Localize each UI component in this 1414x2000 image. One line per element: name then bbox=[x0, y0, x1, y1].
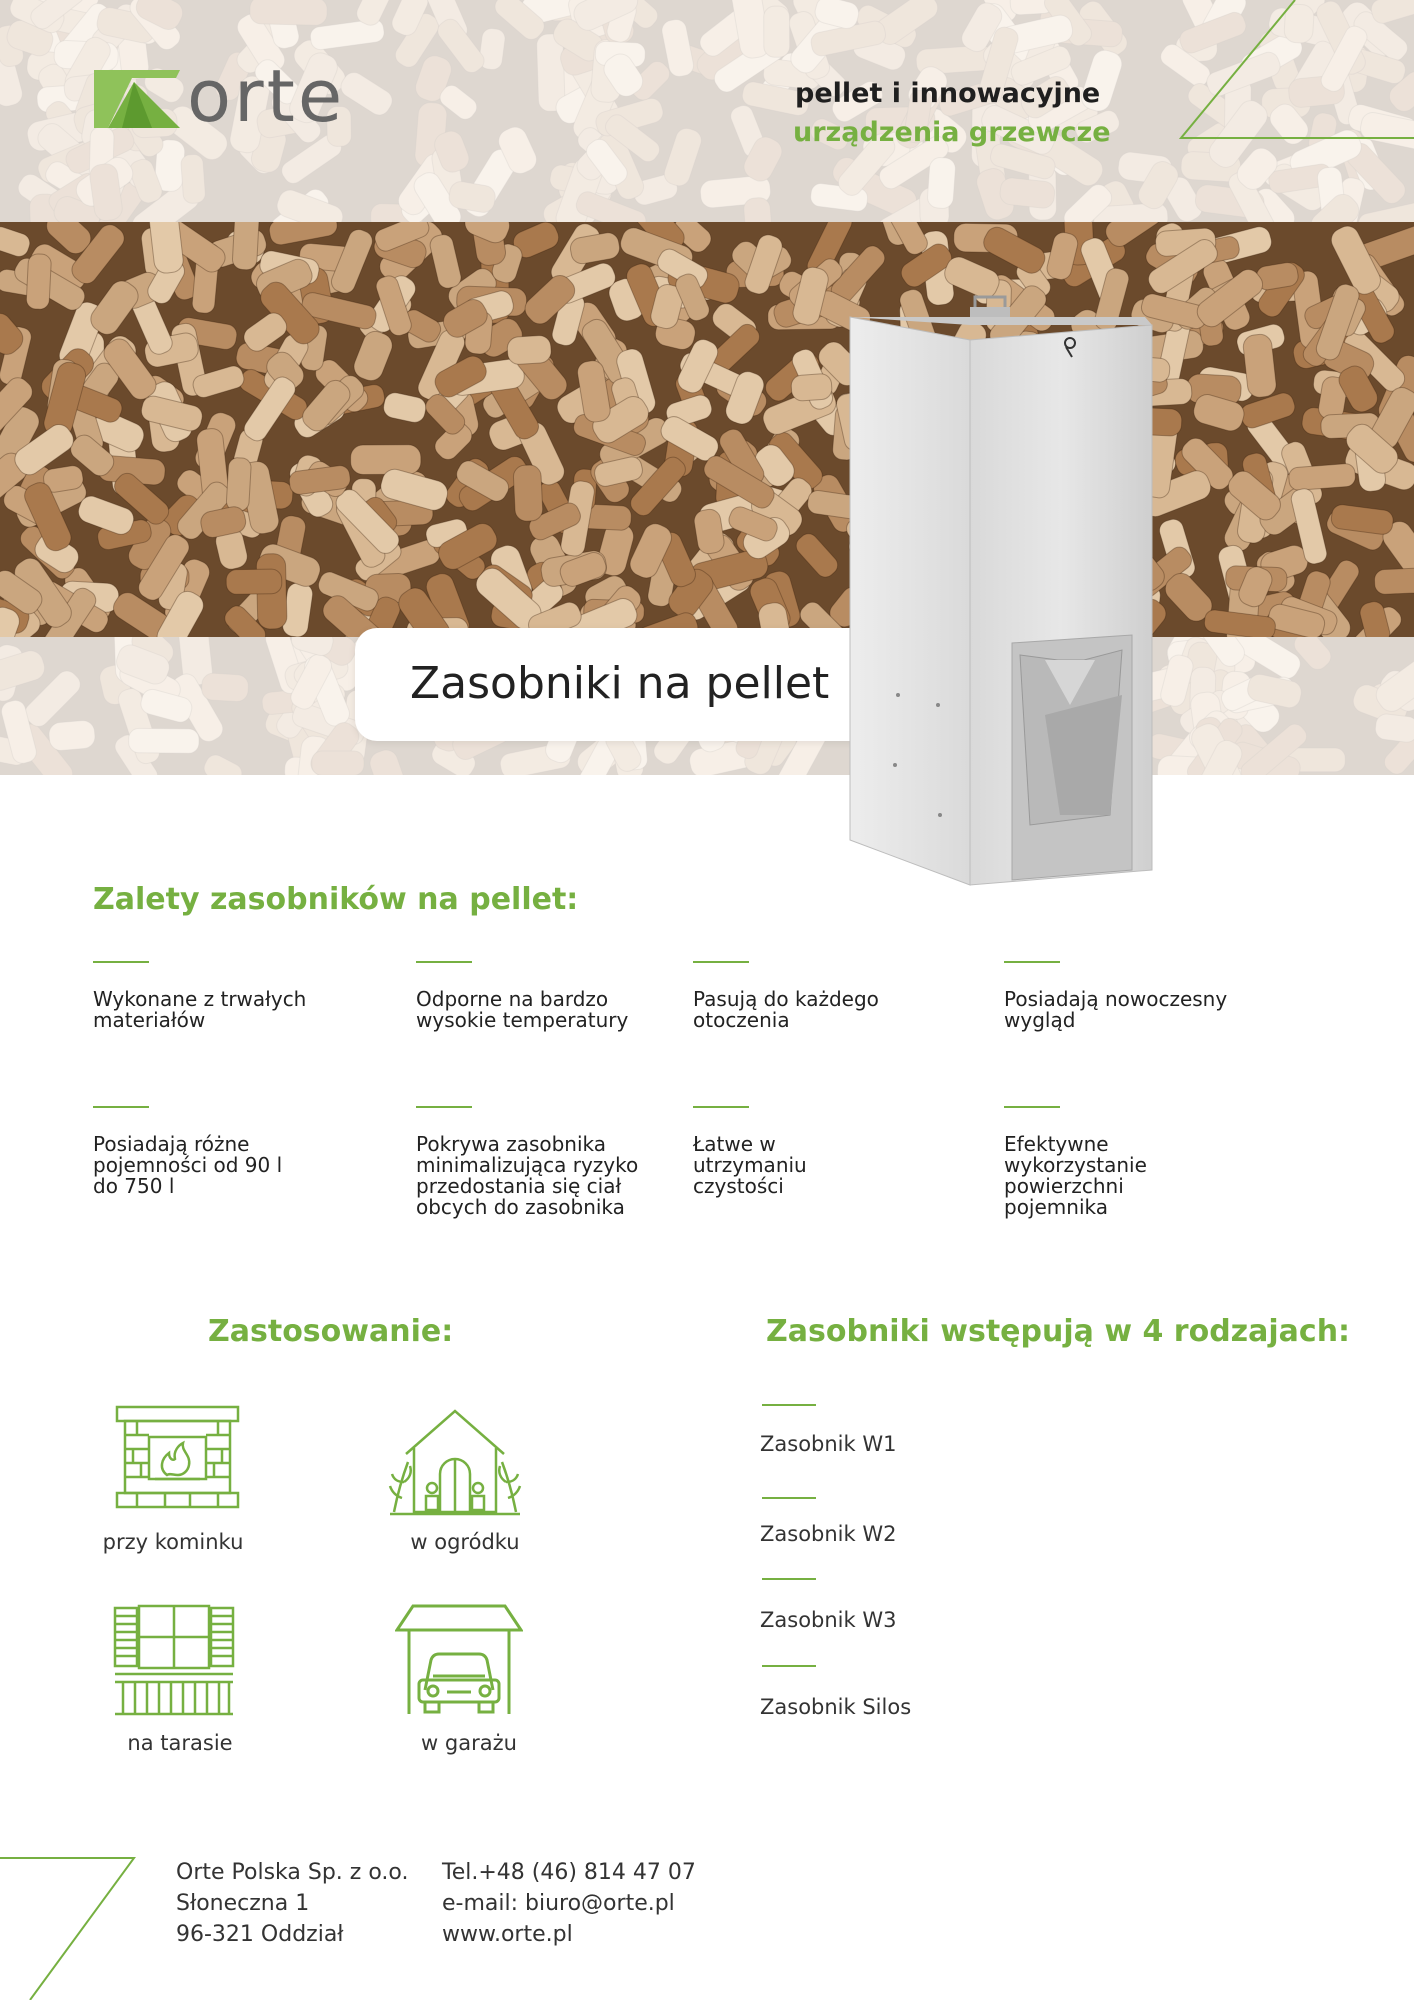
accent-divider bbox=[93, 1106, 149, 1108]
types-heading: Zasobniki wstępują w 4 rodzajach: bbox=[766, 1314, 1351, 1349]
accent-divider bbox=[762, 1497, 816, 1499]
accent-divider bbox=[762, 1404, 816, 1406]
advantage-text: Posiadają różne pojemności od 90 l do 750 l bbox=[93, 1132, 283, 1198]
usage-label: na tarasie bbox=[127, 1731, 233, 1755]
type-item: Zasobnik W2 bbox=[760, 1522, 897, 1546]
corner-triangle-decoration bbox=[1175, 0, 1414, 145]
advantage-text: Efektywne wykorzystanie powierzchni pojemnika bbox=[1004, 1132, 1147, 1219]
logo-mark-icon bbox=[92, 66, 182, 136]
tagline-line2: urządzenia grzewcze bbox=[793, 117, 1111, 148]
usage-label: w garażu bbox=[421, 1731, 517, 1755]
accent-divider bbox=[416, 961, 472, 963]
terrace-window-icon bbox=[113, 1602, 235, 1717]
orte-logo[interactable] bbox=[92, 54, 392, 146]
pellet-photo-band bbox=[0, 222, 1414, 637]
accent-divider bbox=[693, 961, 749, 963]
footer-triangle-decoration bbox=[0, 1855, 140, 2000]
garage-car-icon bbox=[395, 1602, 523, 1717]
type-item: Zasobnik W1 bbox=[760, 1432, 897, 1456]
logo-wordmark: orte bbox=[187, 54, 346, 138]
page-title: Zasobniki na pellet bbox=[410, 658, 830, 709]
company-name: Orte Polska Sp. z o.o. bbox=[176, 1860, 409, 1885]
advantage-text: Pokrywa zasobnika minimalizująca ryzyko przedostania się ciał obcych do zasobnika bbox=[416, 1132, 639, 1219]
city-address: 96-321 Oddział bbox=[176, 1922, 344, 1947]
footer-address bbox=[176, 1857, 408, 1950]
type-item: Zasobnik W3 bbox=[760, 1608, 897, 1632]
advantage-text: Wykonane z trwałych materiałów bbox=[93, 987, 307, 1032]
advantage-item bbox=[693, 1106, 933, 1197]
email-link[interactable]: e-mail: biuro@orte.pl bbox=[442, 1891, 675, 1916]
type-item: Zasobnik Silos bbox=[760, 1695, 912, 1719]
accent-divider bbox=[416, 1106, 472, 1108]
advantage-text: Posiadają nowoczesny wygląd bbox=[1004, 987, 1228, 1032]
accent-divider bbox=[1004, 1106, 1060, 1108]
accent-divider bbox=[93, 961, 149, 963]
advantage-item bbox=[416, 1106, 656, 1218]
accent-divider bbox=[762, 1665, 816, 1667]
usage-heading: Zastosowanie: bbox=[208, 1314, 454, 1349]
advantage-text: Pasują do każdego otoczenia bbox=[693, 987, 879, 1032]
garden-house-icon bbox=[388, 1408, 523, 1516]
advantage-item bbox=[93, 961, 333, 1031]
website-link[interactable]: www.orte.pl bbox=[442, 1922, 573, 1947]
accent-divider bbox=[762, 1578, 816, 1580]
usage-label: przy kominku bbox=[102, 1530, 244, 1554]
tagline-line1: pellet i innowacyjne bbox=[795, 78, 1101, 109]
phone-number[interactable]: Tel.+48 (46) 814 47 07 bbox=[442, 1860, 696, 1885]
advantage-text: Łatwe w utrzymaniu czystości bbox=[693, 1132, 807, 1198]
pellet-hopper-image bbox=[840, 295, 1160, 890]
street-address: Słoneczna 1 bbox=[176, 1891, 310, 1916]
usage-label: w ogródku bbox=[410, 1530, 520, 1554]
advantage-item bbox=[693, 961, 933, 1031]
accent-divider bbox=[693, 1106, 749, 1108]
advantage-item bbox=[93, 1106, 333, 1197]
fireplace-icon bbox=[115, 1405, 240, 1510]
accent-divider bbox=[1004, 961, 1060, 963]
advantage-item bbox=[1004, 961, 1244, 1031]
advantages-heading: Zalety zasobników na pellet: bbox=[93, 882, 579, 917]
advantage-item bbox=[1004, 1106, 1244, 1218]
footer-contact bbox=[442, 1857, 696, 1950]
advantage-text: Odporne na bardzo wysokie temperatury bbox=[416, 987, 629, 1032]
advantage-item bbox=[416, 961, 656, 1031]
